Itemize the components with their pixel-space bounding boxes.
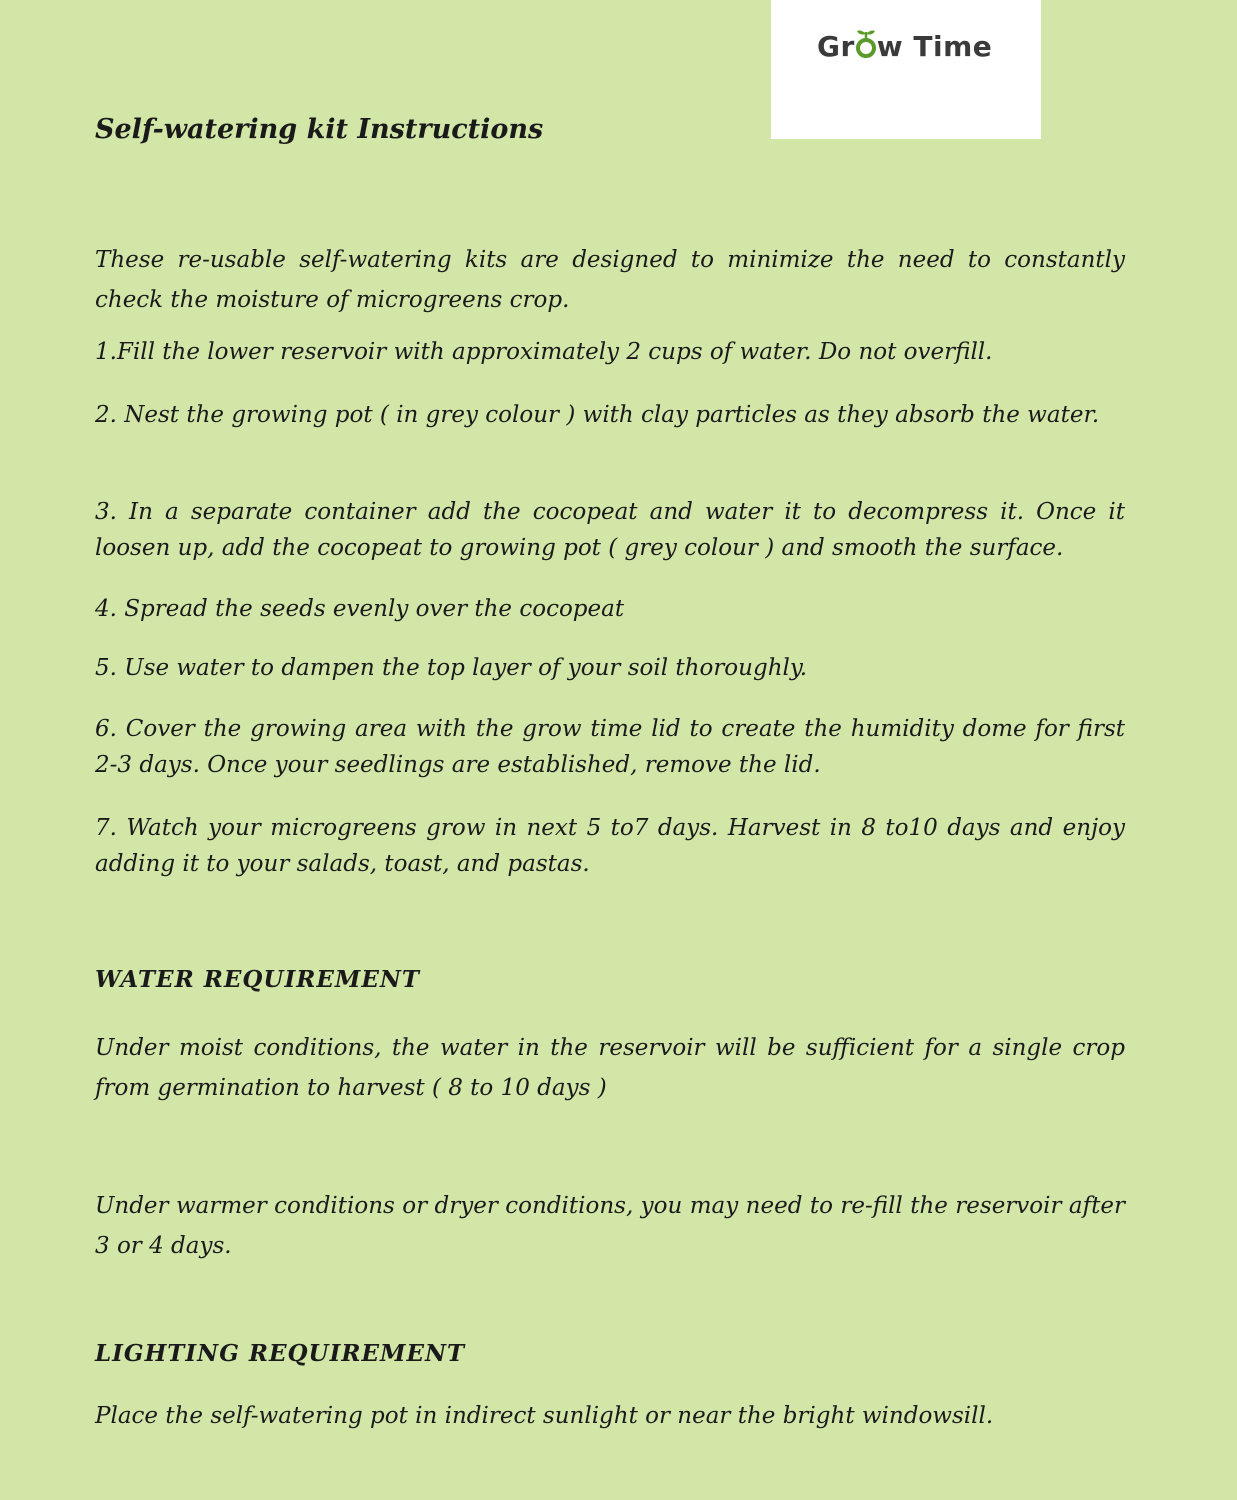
- water-paragraph-1: Under moist conditions, the water in the reservoir will be sufficient for a single crop from germination to harvest ( 8 to 10 days ): [95, 1035, 1125, 1101]
- logo-text-start: Gr: [817, 30, 855, 63]
- brand-logo: [817, 30, 992, 63]
- lighting-paragraph: Place the self-watering pot in indirect sunlight or near the bright windowsill.: [95, 1403, 994, 1429]
- step-3: 3. In a separate container add the cocopeat and water it to decompress it. Once it loosen up, add the cocopeat to growing pot ( grey colour ) and smooth the surface.: [95, 499, 1125, 561]
- page-title: Self-watering kit Instructions: [95, 114, 544, 145]
- step-4: 4. Spread the seeds evenly over the cocopeat: [95, 596, 625, 622]
- water-requirement-heading: WATER REQUIREMENT: [95, 966, 420, 993]
- step-7: 7. Watch your microgreens grow in next 5 to7 days. Harvest in 8 to10 days and enjoy adding it to your salads, toast, and pastas.: [95, 815, 1125, 877]
- lighting-requirement-heading: LIGHTING REQUIREMENT: [95, 1340, 466, 1367]
- step-1: 1.Fill the lower reservoir with approximately 2 cups of water. Do not overfill.: [95, 339, 993, 365]
- intro-paragraph: These re-usable self-watering kits are designed to minimize the need to constantly check the moisture of microgreens crop.: [95, 247, 1125, 313]
- step-6: 6. Cover the growing area with the grow time lid to create the humidity dome for first 2-3 days. Once your seedlings are established, remove the lid.: [95, 716, 1125, 778]
- logo-text-end: w Time: [876, 30, 993, 63]
- step-5: 5. Use water to dampen the top layer of your soil thoroughly.: [95, 655, 808, 681]
- step-2: 2. Nest the growing pot ( in grey colour ) with clay particles as they absorb the water.: [95, 402, 1100, 428]
- water-paragraph-2: Under warmer conditions or dryer conditions, you may need to re-fill the reservoir after 3 or 4 days.: [95, 1193, 1125, 1259]
- logo-box: [771, 0, 1041, 139]
- sprout-icon: [855, 36, 877, 58]
